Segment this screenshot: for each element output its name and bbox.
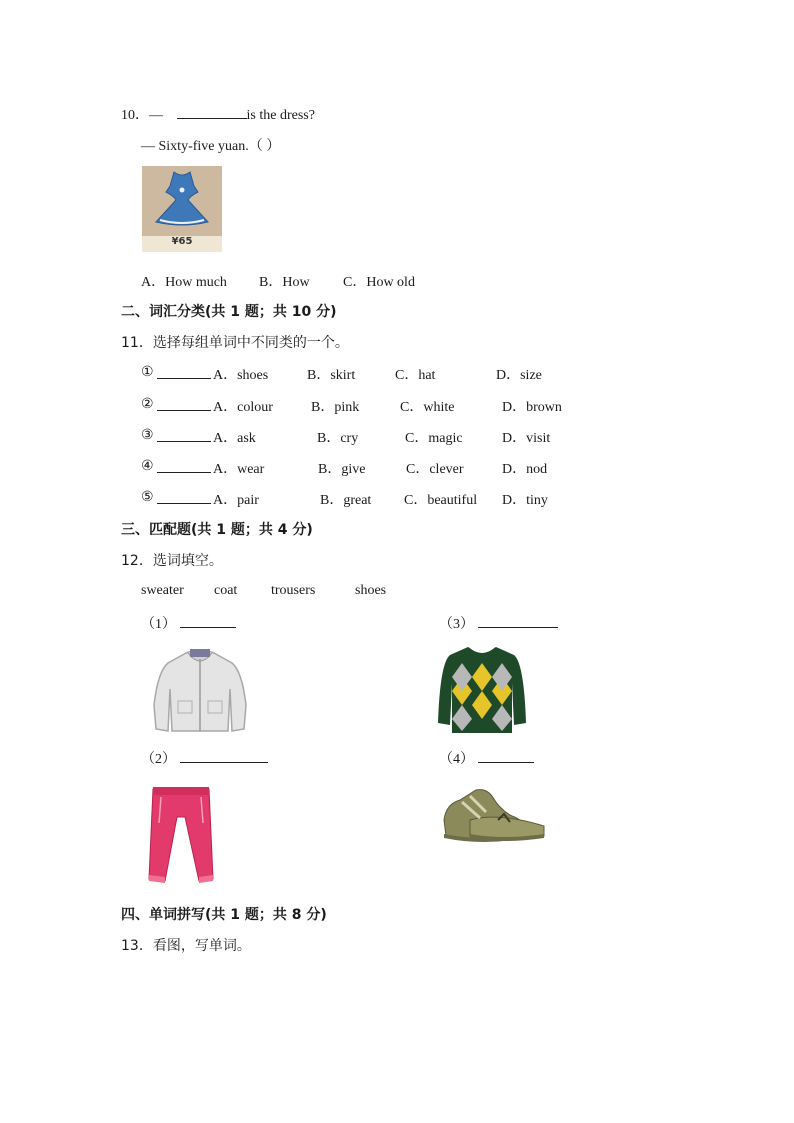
price-tag: ¥65 (171, 236, 193, 247)
option-b[interactable]: B．great (320, 493, 372, 508)
q10-option-a[interactable]: A．How much (141, 275, 227, 290)
trousers-icon (143, 783, 219, 889)
item-number: （3） (439, 617, 474, 632)
item-4 (439, 748, 534, 768)
item-number: （1） (141, 617, 176, 632)
row-number: ⑤ (141, 490, 154, 505)
question-number: 10． (121, 108, 149, 123)
q12-stem (121, 550, 223, 570)
coat-image (148, 645, 252, 737)
word-sweater: sweater (141, 583, 184, 598)
word-trousers: trousers (271, 583, 316, 598)
answer-blank[interactable] (157, 458, 211, 473)
option-d[interactable]: D．size (496, 368, 542, 383)
option-c[interactable]: C．beautiful (404, 493, 478, 508)
item-2 (141, 748, 268, 768)
stem-text: is the dress? (246, 108, 315, 123)
question-number: 12． (121, 553, 153, 569)
instruction: 看图，写单词。 (152, 938, 251, 954)
option-a[interactable]: A．shoes (213, 368, 269, 383)
answer-blank[interactable] (180, 748, 268, 763)
q13-stem (121, 935, 251, 955)
option-b[interactable]: B．cry (317, 431, 359, 446)
sweater-icon (434, 643, 530, 737)
answer-blank[interactable] (478, 748, 534, 763)
answer-blank[interactable] (180, 613, 236, 628)
question-number: 13． (121, 938, 153, 954)
option-a[interactable]: A．wear (213, 462, 265, 477)
option-d[interactable]: D．tiny (502, 493, 548, 508)
option-d[interactable]: D．nod (502, 462, 548, 477)
q10-stem (121, 104, 315, 124)
q11-stem (121, 332, 349, 352)
row-number: ① (141, 365, 154, 380)
word-coat: coat (214, 583, 238, 598)
question-number: 11． (121, 335, 153, 351)
q10-reply: — Sixty-five yuan.（ ） (141, 139, 281, 154)
dash: — (149, 108, 163, 123)
section-heading: 三、匹配题(共 1 题；共 4 分) (121, 522, 313, 538)
section-heading: 二、词汇分类(共 1 题；共 10 分) (121, 304, 337, 320)
option-a[interactable]: A．colour (213, 400, 273, 415)
dress-image (142, 166, 222, 252)
instruction: 选择每组单词中不同类的一个。 (152, 335, 349, 351)
item-number: （4） (439, 752, 474, 767)
item-number: （2） (141, 752, 176, 767)
option-c[interactable]: C．hat (395, 368, 436, 383)
q10-option-c[interactable]: C．How old (343, 275, 415, 290)
answer-blank[interactable] (157, 489, 211, 504)
option-b[interactable]: B．pink (311, 400, 360, 415)
row-number: ④ (141, 459, 154, 474)
word-shoes: shoes (355, 583, 387, 598)
option-b[interactable]: B．give (318, 462, 366, 477)
item-1 (141, 613, 236, 633)
option-c[interactable]: C．magic (405, 431, 463, 446)
option-c[interactable]: C．clever (406, 462, 464, 477)
answer-blank[interactable] (157, 396, 211, 411)
sweater-image (434, 643, 530, 737)
trousers-image (143, 783, 219, 889)
q10-option-b[interactable]: B．How (259, 275, 310, 290)
row-number: ② (141, 397, 154, 412)
answer-blank[interactable] (157, 364, 211, 379)
answer-blank[interactable] (157, 427, 211, 442)
shoes-image (440, 780, 548, 848)
jacket-icon (148, 645, 252, 737)
option-a[interactable]: A．pair (213, 493, 259, 508)
option-c[interactable]: C．white (400, 400, 455, 415)
answer-blank[interactable] (478, 613, 558, 628)
section-heading: 四、单词拼写(共 1 题；共 8 分) (121, 907, 327, 923)
row-number: ③ (141, 428, 154, 443)
answer-blank[interactable] (177, 104, 247, 119)
option-d[interactable]: D．visit (502, 431, 551, 446)
option-b[interactable]: B．skirt (307, 368, 356, 383)
option-d[interactable]: D．brown (502, 400, 562, 415)
dress-icon (142, 166, 222, 236)
instruction: 选词填空。 (152, 553, 223, 569)
item-3 (439, 613, 558, 633)
shoes-icon (440, 780, 548, 848)
option-a[interactable]: A．ask (213, 431, 256, 446)
